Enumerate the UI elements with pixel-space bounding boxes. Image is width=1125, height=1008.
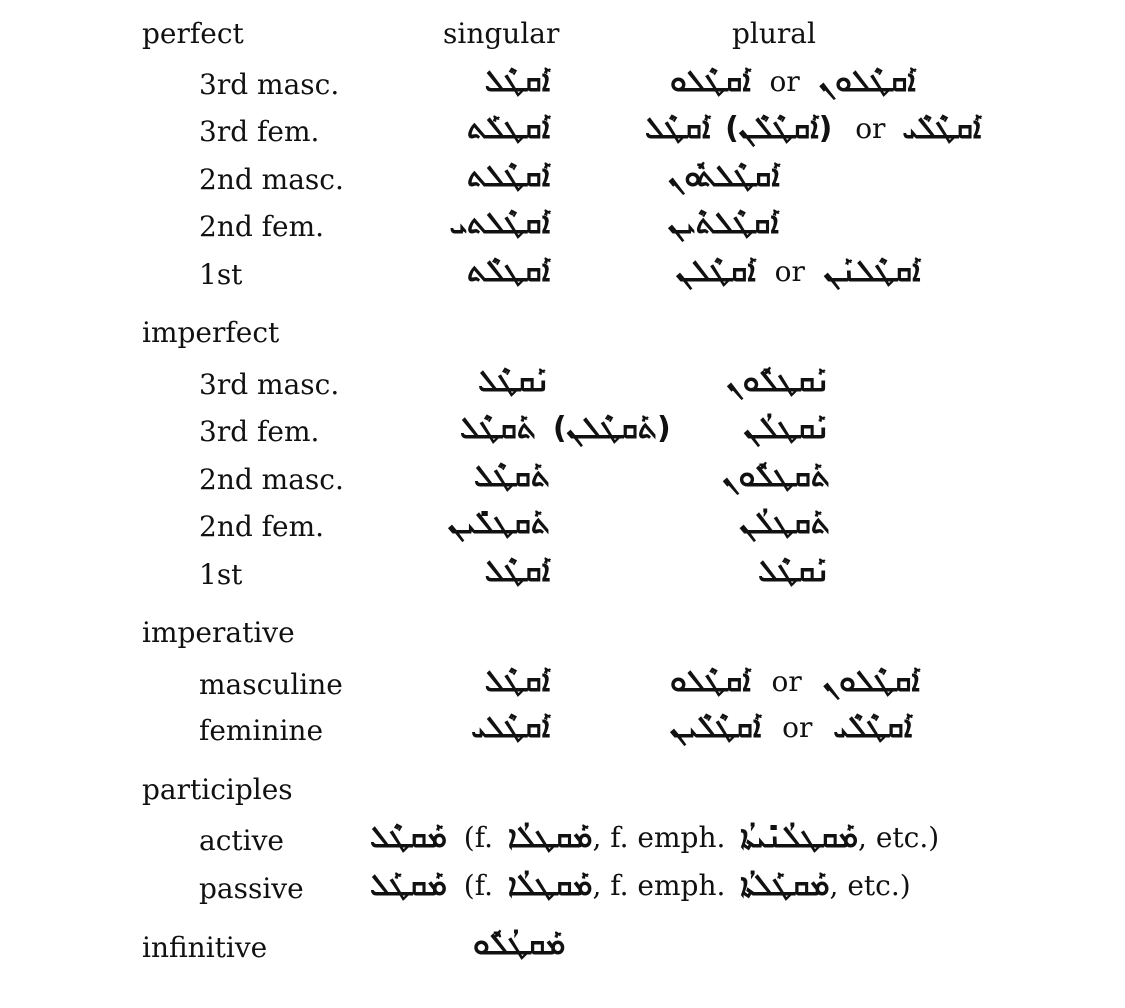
- participle-form: ܡܰܩܛܰܠ: [370, 868, 447, 903]
- singular-form: ܐܰܩܛܶܠܬܝ: [449, 206, 550, 241]
- plural-form: ܐܰܩܛܶܠܬܽܘܢ: [668, 159, 780, 194]
- singular-form: ܬܰܩܛܶܠ: [460, 411, 536, 446]
- feminine-open: (f.: [463, 821, 493, 854]
- section-title-imperfect: imperfect: [142, 316, 280, 349]
- row-label: 1st: [199, 258, 243, 291]
- connector-or: or: [774, 255, 805, 288]
- row-label: 3rd masc.: [199, 68, 340, 101]
- plural-form: ܐܰܩܛܶܠܢ: [676, 254, 756, 289]
- column-header-plural: plural: [732, 17, 816, 50]
- singular-forms: [460, 411, 671, 446]
- emphatic-form: ܡܰܩܛܰܠܬܳܐ: [740, 868, 830, 903]
- singular-form: ܢܰܩܛܶܠ: [478, 364, 550, 399]
- plural-form: ܢܰܩܛܶܠ: [758, 554, 830, 589]
- plural-form-alt: ܐܰܩܛܶܠܘܢ: [818, 64, 916, 99]
- plural-form-tail: ܐܰܩܛܶܠ: [645, 111, 711, 146]
- section-title-participles: participles: [142, 773, 293, 806]
- plural-forms: [670, 710, 913, 745]
- plural-form-alt: ܐܰܩܛܶܠܢܰܢ: [823, 254, 921, 289]
- row-label: 2nd masc.: [199, 463, 344, 496]
- plural-forms: [670, 664, 920, 699]
- row-label: 1st: [199, 558, 243, 591]
- plural-form: ܬܰܩܛܠܽܘܢ: [722, 459, 830, 494]
- infinitive-form: ܡܰܩܛܳܠܽܘ: [473, 927, 566, 962]
- section-title-perfect: perfect: [142, 17, 244, 50]
- plural-form-alt: ܐܰܩܛܶܠܘܢ: [822, 664, 920, 699]
- plural-forms: [676, 254, 921, 289]
- connector-or: or: [769, 65, 800, 98]
- row-label: 3rd fem.: [199, 115, 320, 148]
- plural-forms: [645, 111, 982, 146]
- row-label: active: [199, 824, 284, 857]
- plural-form: ܐܰܩܛܶܠܬܶܝܢ: [668, 206, 779, 241]
- emphatic-label: , f. emph.: [592, 821, 726, 854]
- singular-form: ܐܰܩܛܶܠܬ: [466, 159, 550, 194]
- connector-or: or: [771, 665, 802, 698]
- singular-form-paren: (ܬܰܩܛܶܠܢ): [552, 411, 671, 446]
- plural-form-paren: (ܐܰܩܛܶܠܶܢ): [725, 111, 833, 146]
- row-label: feminine: [199, 714, 324, 747]
- plural-form: ܐܰܩܛܶܠܘ: [670, 64, 751, 99]
- section-title-infinitive: infinitive: [142, 931, 268, 964]
- singular-form: ܐܰܩܛܠܰܬ: [466, 111, 550, 146]
- singular-form: ܐܰܩܛܶܠܝ: [471, 710, 550, 745]
- singular-form: ܐܰܩܛܶܠ: [484, 64, 550, 99]
- feminine-form: ܡܰܩܛܠܳܐ: [507, 820, 593, 855]
- participle-forms: [370, 820, 940, 855]
- plural-form: ܢܰܩܛܠܳܢ: [743, 411, 830, 446]
- row-label: 2nd fem.: [199, 210, 325, 243]
- connector-or: or: [782, 711, 813, 744]
- singular-form: ܬܰܩܛܶܠ: [474, 459, 550, 494]
- singular-form: ܐܰܩܛܶܠ: [484, 664, 550, 699]
- feminine-open: (f.: [463, 869, 493, 902]
- singular-form: ܬܰܩܛܠܺܝܢ: [448, 506, 550, 541]
- row-label: 3rd masc.: [199, 368, 340, 401]
- participle-form: ܡܰܩܛܶܠ: [370, 820, 447, 855]
- singular-form: ܐܰܩܛܠܶܬ: [466, 254, 550, 289]
- etc-close: , etc.): [858, 821, 940, 854]
- emphatic-label: , f. emph.: [592, 869, 726, 902]
- plural-form: ܐܰܩܛܶܠܶܝܢ: [670, 710, 762, 745]
- row-label: 2nd masc.: [199, 163, 344, 196]
- row-label: 3rd fem.: [199, 415, 320, 448]
- row-label: masculine: [199, 668, 343, 701]
- participle-forms: [370, 868, 911, 903]
- singular-form: ܐܰܩܛܶܠ: [484, 554, 550, 589]
- feminine-form: ܡܰܩܛܠܳܐ: [507, 868, 593, 903]
- plural-form: ܬܰܩܛܠܳܢ: [739, 506, 830, 541]
- plural-form-alt: ܐܰܩܛܶܠܶܝ: [833, 710, 913, 745]
- row-label: passive: [199, 872, 304, 905]
- connector-or: or: [855, 112, 886, 145]
- plural-form-alt: ܐܰܩܛܶܠܶܝ: [902, 111, 982, 146]
- plural-forms: [670, 64, 916, 99]
- section-title-imperative: imperative: [142, 616, 295, 649]
- row-label: 2nd fem.: [199, 510, 325, 543]
- column-header-singular: singular: [443, 17, 560, 50]
- etc-close: , etc.): [829, 869, 911, 902]
- plural-form: ܢܰܩܛܠܽܘܢ: [726, 364, 830, 399]
- emphatic-form: ܡܰܩܛܠܳܢܺܝܬܳܐ: [740, 820, 859, 855]
- plural-form: ܐܰܩܛܶܠܘ: [670, 664, 751, 699]
